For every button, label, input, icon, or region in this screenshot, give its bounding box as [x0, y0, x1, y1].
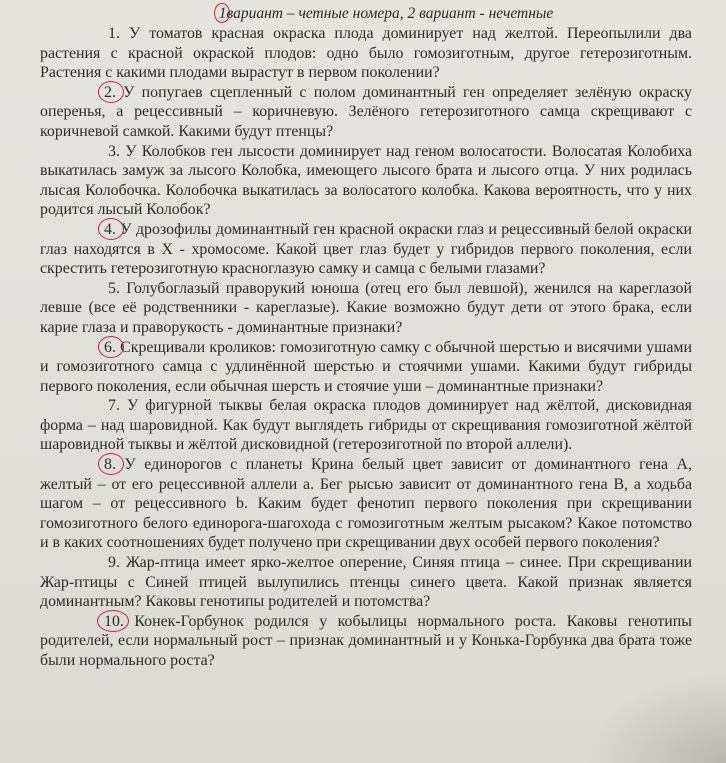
task-list — [40, 24, 692, 671]
task-number: 2. — [104, 83, 116, 103]
task-number: 1. — [108, 25, 120, 42]
task-number: 5. — [108, 279, 120, 297]
task-number: 7. — [108, 397, 120, 415]
task-text: У попугаев сцепленный с полом доминантный ген определяет зелёную окраску оперенья, а рецессивный – коричневую. Зелёного гетерозиготного самца скрещивают с коричневой самкой. Какими будут птенцы? — [40, 83, 692, 140]
task-item — [40, 612, 692, 671]
red-circle-mark — [98, 81, 124, 103]
task-item — [40, 553, 692, 612]
task-item — [40, 455, 692, 553]
task-text: У фигурной тыквы белая окраска плодов доминирует над жёлтой, дисковидная форма – над шаровидной. Как будут выглядеть гибриды от скрещивания гомозиготной жёлтой шаровидной тыквы и жёлтой дисковидной (гетерозиготной по второй аллели). — [40, 397, 692, 454]
task-number: 3. — [108, 142, 120, 160]
variant-header — [40, 4, 692, 23]
task-item — [40, 24, 692, 83]
task-item — [40, 338, 692, 397]
red-circle-mark — [214, 3, 230, 23]
task-item — [40, 142, 692, 220]
task-text: Конек-Горбунок родился у кобылицы нормального роста. Каковы генотипы родителей, если нормальный рост – признак доминантный и у Конька-Горбунка два брата тоже были нормального роста? — [40, 612, 692, 669]
photo-shadow — [586, 673, 726, 763]
task-number: 9. — [108, 554, 120, 572]
task-text: Голубоглазый праворукий юноша (отец его был левшой), женился на кареглазой левше (все её родственники - кареглазые). Какие возможно будут дети от этого брака, если карие глаза и праворукость - доминантные признаки? — [40, 279, 692, 336]
task-number: 10. — [104, 612, 124, 632]
task-text: Скрещивали кроликов: гомозиготную самку с обычной шерстью и висячими ушами и гомозиготного самца с удлинённой шерстью и стоячими ушами. Какими будут гибриды первого поколения, если обычная шерсть и стоячие уши – доминантные признаки? — [40, 338, 692, 395]
red-circle-mark — [98, 336, 124, 358]
task-number: 6. — [104, 338, 116, 358]
task-item — [40, 220, 692, 279]
red-circle-mark — [98, 218, 124, 240]
red-circle-mark — [97, 610, 129, 632]
red-circle-mark — [98, 453, 124, 475]
task-text: У Колобков ген лысости доминирует над геном волосатости. Волосатая Колобиха выкатилась замуж за лысого Колобка, имеющего лысого брата и лысого отца. У них родилась лысая Колобочка. Колобочка выкатилась за волосатого колобка. Какова вероятность, что у них родится лысый Колобок? — [40, 142, 692, 219]
header-text: вариант – четные номера, 2 вариант - нечетные — [226, 5, 554, 22]
header-number: 1 — [219, 4, 227, 23]
task-item — [40, 83, 692, 142]
task-text: У дрозофилы доминантный ген красной окраски глаз и рецессивный белой окраски глаз находятся в X - хромосоме. Какой цвет глаз будет у гибридов первого поколения, если скрестить гетерозиготную красноглазую самку и самца с белыми глазами? — [40, 220, 693, 278]
task-number: 4. — [104, 220, 116, 240]
task-text: У единорогов с планеты Крина белый цвет зависит от доминантного гена А, желтый – от его рецессивной аллели а. Бег рысью зависит от доминантного гена В, а ходьба шагом – от рецессивного b. Каким будет фенотип первого поколения при скрещивании гомозиготного белого единорога-шагохода с гомозиготным желтым рысаком? Какое потомство и в каких соотношениях будет получено при скрещивании двух особей первого поколения? — [40, 456, 692, 552]
task-text: У томатов красная окраска плода доминирует над желтой. Переопылили два растения с красной окраской плодов: одно было гомозиготным, другое гетерозиготным. Растения с какими плодами вырастут в первом поколении? — [40, 25, 692, 82]
task-item — [40, 279, 692, 338]
task-item — [40, 396, 692, 455]
task-text: Жар-птица имеет ярко-желтое оперение, Синяя птица – синее. При скрещивании Жар-птицы с Синей птицей вылупились птенцы синего цвета. Какой признак является доминантным? Каковы генотипы родителей и потомства? — [40, 554, 692, 611]
task-number: 8. — [104, 455, 116, 475]
